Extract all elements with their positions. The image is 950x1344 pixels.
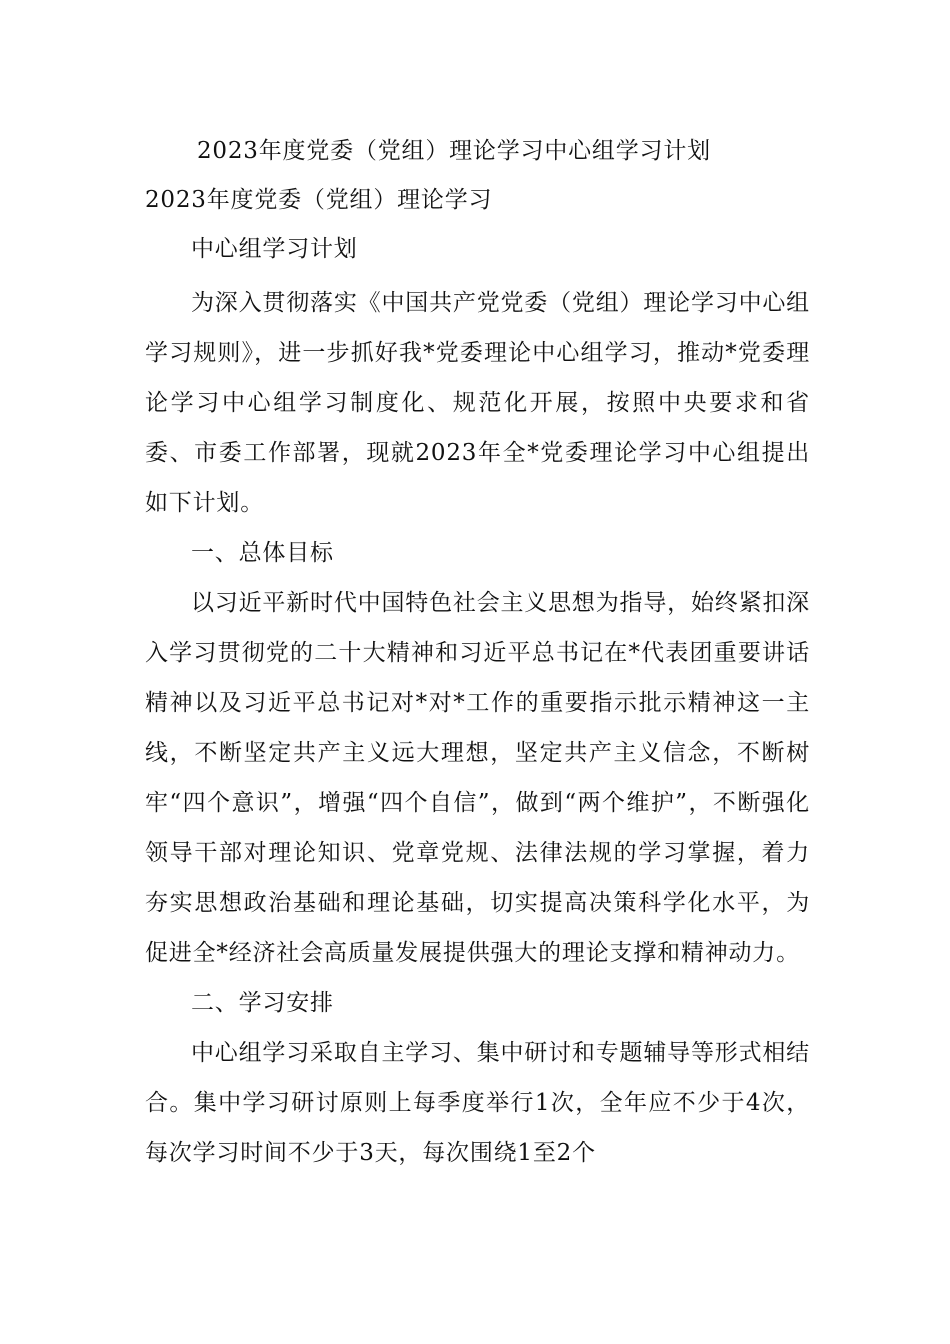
- document-body: [145, 128, 810, 1178]
- document-subtitle-line-1: 2023年度党委（党组）理论学习: [145, 187, 493, 213]
- document-title: 2023年度党委（党组）理论学习中心组学习计划: [197, 138, 711, 164]
- section-heading-study-arrangement: 二、学习安排: [191, 990, 334, 1016]
- document-subtitle-line-2: 中心组学习计划: [191, 236, 358, 262]
- section-heading-overall-goals: 一、总体目标: [191, 540, 334, 566]
- intro-paragraph: 为深入贯彻落实《中国共产党党委（党组）理论学习中心组学习规则》，进一步抓好我*党委理论中心组学习，推动*党委理论学习中心组学习制度化、规范化开展，按照中央要求和省委、市委工作部署，现就2023年全*党委理论学习中心组提出如下计划。: [145, 290, 810, 516]
- overall-goals-paragraph: 以习近平新时代中国特色社会主义思想为指导，始终紧扣深入学习贯彻党的二十大精神和习近平总书记在*代表团重要讲话精神以及习近平总书记对*对*工作的重要指示批示精神这一主线，不断坚定共产主义远大理想，坚定共产主义信念，不断树牢“四个意识”，增强“四个自信”，做到“两个维护”，不断强化领导干部对理论知识、党章党规、法律法规的学习掌握，着力夯实思想政治基础和理论基础，切实提高决策科学化水平，为促进全*经济社会高质量发展提供强大的理论支撑和精神动力。: [145, 590, 810, 966]
- study-arrangement-paragraph: 中心组学习采取自主学习、集中研讨和专题辅导等形式相结合。集中学习研讨原则上每季度举行1次，全年应不少于4次，每次学习时间不少于3天，每次围绕1至2个: [145, 1040, 810, 1166]
